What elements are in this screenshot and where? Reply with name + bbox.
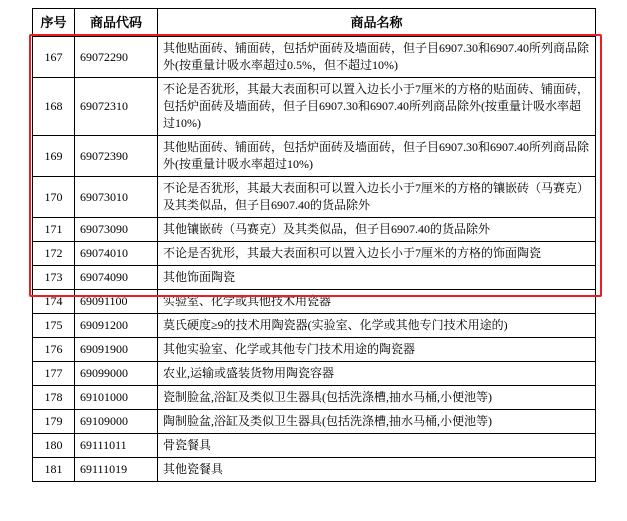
column-header-index: 序号 [33,9,75,37]
cell-index: 176 [33,338,75,362]
cell-goods-code: 69072290 [75,37,158,78]
cell-goods-code: 69109000 [75,410,158,434]
table-row [33,37,596,78]
cell-goods-name: 其他镶嵌砖（马赛克）及其类似品，但子目6907.40的货品除外 [158,218,596,242]
cell-goods-name: 其他贴面砖、铺面砖，包括炉面砖及墙面砖，但子目6907.30和6907.40所列商品除外(按重量计吸水率超过0.5%，但不超过10%) [158,37,596,78]
cell-index: 171 [33,218,75,242]
table-row [33,458,596,482]
table-header [33,9,596,37]
cell-goods-name: 瓷制脸盆,浴缸及类似卫生器具(包括洗涤槽,抽水马桶,小便池等) [158,386,596,410]
cell-goods-name: 农业,运输或盛装货物用陶瓷容器 [158,362,596,386]
cell-goods-name: 骨瓷餐具 [158,434,596,458]
cell-goods-name: 不论是否犹形，其最大表面积可以置入边长小于7厘米的方格的镶嵌砖（马赛克）及其类似品，但子目6907.40的货品除外 [158,177,596,218]
cell-index: 180 [33,434,75,458]
table-row [33,78,596,136]
cell-goods-code: 69073090 [75,218,158,242]
cell-goods-code: 69073010 [75,177,158,218]
cell-goods-name: 其他饰面陶瓷 [158,266,596,290]
cell-goods-code: 69074090 [75,266,158,290]
column-header-code: 商品代码 [75,9,158,37]
cell-goods-name: 实验室、化学或其他技术用瓷器 [158,290,596,314]
cell-index: 174 [33,290,75,314]
table-row [33,290,596,314]
cell-goods-code: 69074010 [75,242,158,266]
cell-index: 168 [33,78,75,136]
table-row [33,266,596,290]
cell-index: 172 [33,242,75,266]
cell-goods-name: 陶制脸盆,浴缸及类似卫生器具(包括洗涤槽,抽水马桶,小便池等) [158,410,596,434]
cell-goods-name: 不论是否犹形，其最大表面积可以置入边长小于7厘米的方格的贴面砖、铺面砖，包括炉面砖及墙面砖，但子目6907.30和6907.40所列商品除外(按重量计吸水率超过10%) [158,78,596,136]
cell-goods-code: 69099000 [75,362,158,386]
table-row [33,386,596,410]
cell-index: 178 [33,386,75,410]
cell-goods-name: 不论是否犹形，其最大表面积可以置入边长小于7厘米的方格的饰面陶瓷 [158,242,596,266]
table-row [33,314,596,338]
goods-table [32,8,596,482]
cell-index: 173 [33,266,75,290]
cell-index: 179 [33,410,75,434]
cell-index: 169 [33,136,75,177]
cell-index: 170 [33,177,75,218]
cell-goods-name: 其他实验室、化学或其他专门技术用途的陶瓷器 [158,338,596,362]
cell-index: 181 [33,458,75,482]
cell-goods-name: 莫氏硬度≥9的技术用陶瓷器(实验室、化学或其他专门技术用途的) [158,314,596,338]
cell-goods-code: 69111011 [75,434,158,458]
table-row [33,136,596,177]
cell-goods-code: 69091200 [75,314,158,338]
table-body [33,37,596,482]
cell-goods-name: 其他贴面砖、铺面砖，包括炉面砖及墙面砖，但子目6907.30和6907.40所列商品除外(按重量计吸水率超过10%) [158,136,596,177]
cell-goods-code: 69091900 [75,338,158,362]
cell-goods-code: 69072310 [75,78,158,136]
table-row [33,362,596,386]
cell-goods-code: 69072390 [75,136,158,177]
cell-goods-code: 69091100 [75,290,158,314]
table-row [33,338,596,362]
table-row [33,242,596,266]
cell-index: 175 [33,314,75,338]
table-row [33,177,596,218]
table-header-row [33,9,596,37]
cell-goods-code: 69111019 [75,458,158,482]
cell-goods-code: 69101000 [75,386,158,410]
goods-table-container [32,8,595,482]
table-row [33,410,596,434]
table-row [33,218,596,242]
cell-goods-name: 其他瓷餐具 [158,458,596,482]
cell-index: 167 [33,37,75,78]
cell-index: 177 [33,362,75,386]
table-row [33,434,596,458]
column-header-name: 商品名称 [158,9,596,37]
